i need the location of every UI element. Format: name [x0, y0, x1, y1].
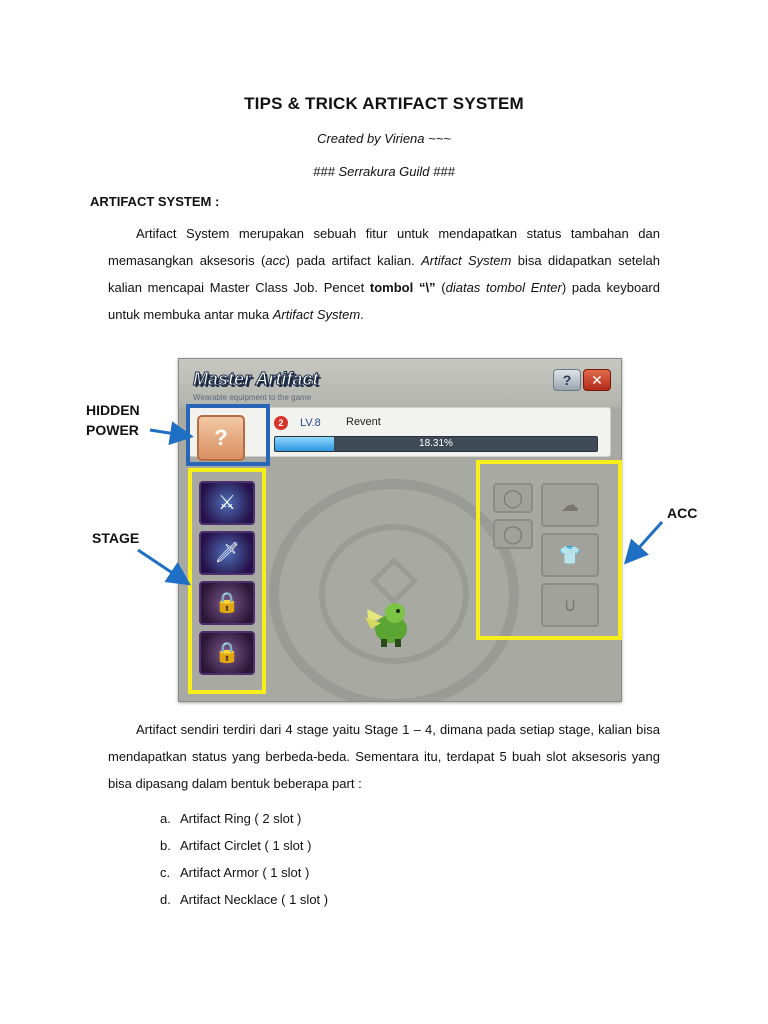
pet-name: Revent	[346, 416, 381, 428]
exp-label: 18.31%	[419, 438, 453, 449]
list-item: b. Artifact Circlet ( 1 slot )	[160, 838, 312, 853]
circlet-icon: ☁	[561, 495, 579, 515]
author-line: Created by Viriena ~~~	[317, 131, 451, 146]
window-title: Master Artifact	[193, 369, 319, 389]
list-item: a. Artifact Ring ( 2 slot )	[160, 811, 302, 826]
stage-callout: STAGE	[92, 530, 140, 546]
ring-icon: ◯	[502, 488, 524, 508]
ring-icon: ◯	[502, 524, 524, 544]
necklace-icon: ∪	[563, 595, 577, 615]
stage-paragraph: Artifact sendiri terdiri dari 4 stage yaitu Stage 1 – 4, dimana pada setiap stage, kalian bisa mendapatkan status yang berbeda-beda. Sementara itu, terdapat 5 buah slot aksesoris yang bisa dipasang dalam bentuk beberapa part :	[108, 722, 660, 791]
level-text: LV.8	[300, 417, 321, 429]
window-subtitle: Wearable equipment to the game	[193, 393, 312, 402]
crossed-swords-icon: ⚔	[218, 492, 236, 514]
hidden-power-highlight	[186, 404, 270, 466]
exp-bar	[274, 436, 598, 452]
doc-title: TIPS & TRICK ARTIFACT SYSTEM	[244, 94, 524, 113]
list-item: d. Artifact Necklace ( 1 slot )	[160, 892, 329, 907]
guild-line: ### Serrakura Guild ###	[313, 164, 455, 179]
stage-highlight	[188, 468, 266, 694]
acc-highlight	[476, 460, 622, 640]
sword-icon: 🗡	[214, 542, 240, 564]
hidden-power-callout: HIDDEN POWER	[86, 402, 140, 438]
lock-icon: 🔒	[214, 642, 240, 664]
close-button[interactable]: ✕	[583, 369, 611, 391]
lock-icon: 🔒	[214, 592, 240, 614]
section-heading: ARTIFACT SYSTEM :	[90, 194, 220, 209]
hidden-power-icon[interactable]: ?	[197, 415, 245, 461]
help-button[interactable]: ?	[553, 369, 581, 391]
pet-sprite	[361, 595, 413, 649]
acc-arrow	[628, 522, 662, 560]
artifact-parts-list	[160, 808, 328, 916]
list-item: c. Artifact Armor ( 1 slot )	[160, 865, 310, 880]
level-badge: 2	[274, 416, 288, 430]
armor-icon: 👕	[558, 545, 582, 565]
acc-callout: ACC	[667, 505, 698, 521]
intro-paragraph: Artifact System merupakan sebuah fitur untuk mendapatkan status tambahan dan memasangkan aksesoris (acc) pada artifact kalian. Artifact System bisa didapatkan setelah kalian mencapai Master Class Job. Pencet tombol “\” (diatas tombol Enter) pada keyboard untuk membuka antar muka Artifact System.	[108, 226, 660, 322]
